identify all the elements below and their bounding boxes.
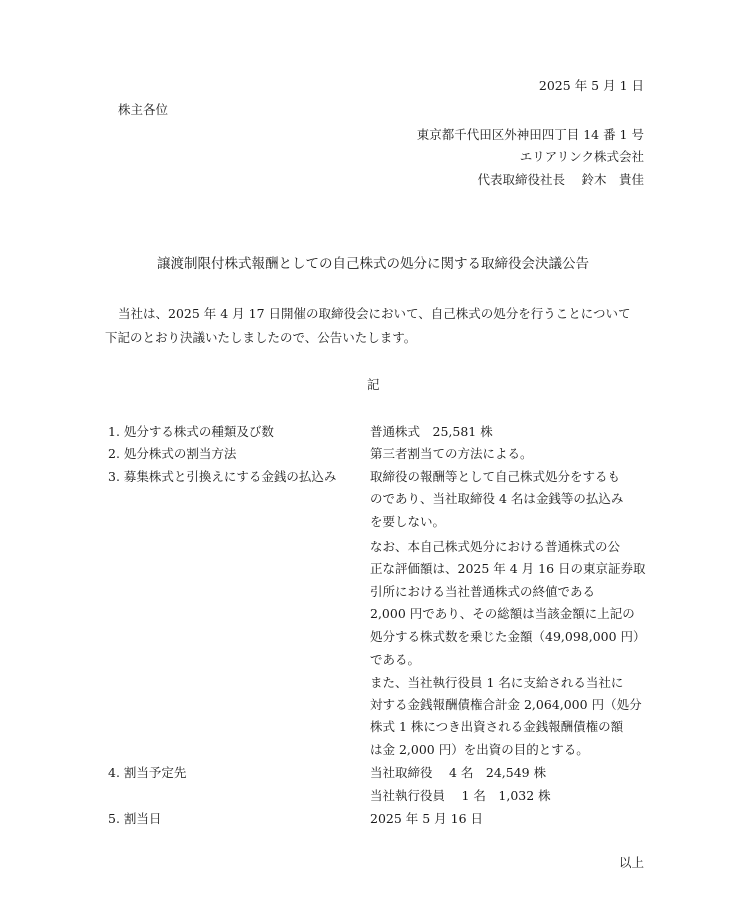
item-5-label: 5. 割当日 bbox=[108, 811, 162, 826]
sender-company: エリアリンク株式会社 bbox=[519, 149, 644, 164]
addressee: 株主各位 bbox=[118, 102, 169, 117]
item-4-label: 4. 割当予定先 bbox=[108, 765, 187, 780]
item-3-line: 株式 1 株につき出資される金銭報酬債権の額 bbox=[370, 719, 624, 734]
item-3-line: なお、本自己株式処分における普通株式の公 bbox=[370, 539, 621, 554]
item-5-value: 2025 年 5 月 16 日 bbox=[370, 811, 484, 826]
intro-line-1: 当社は、2025 年 4 月 17 日開催の取締役会において、自己株式の処分を行うことについて bbox=[118, 306, 631, 321]
item-3-line: 引所における当社普通株式の終値である bbox=[370, 584, 596, 599]
intro-line-2: 下記のとおり決議いたしましたので、公告いたします。 bbox=[105, 330, 417, 345]
item-3-line: は金 2,000 円）を出資の目的とする。 bbox=[370, 742, 589, 757]
item-3-line: 処分する株式数を乗じた金額（49,098,000 円） bbox=[370, 629, 646, 644]
item-3-line: 対する金銭報酬債権合計金 2,064,000 円（処分 bbox=[370, 697, 642, 712]
sender-address: 東京都千代田区外神田四丁目 14 番 1 号 bbox=[416, 127, 644, 142]
item-4-line: 当社取締役 4 名 24,549 株 bbox=[370, 765, 547, 780]
item-1-label: 1. 処分する株式の種類及び数 bbox=[108, 424, 274, 439]
item-2-label: 2. 処分株式の割当方法 bbox=[108, 446, 237, 461]
closing-mark: 以上 bbox=[618, 855, 644, 870]
item-3-line: のであり、当社取締役 4 名は金銭等の払込み bbox=[370, 491, 624, 506]
sender-representative: 代表取締役社長 鈴木 貴佳 bbox=[477, 172, 644, 187]
item-2-value: 第三者割当ての方法による。 bbox=[370, 446, 533, 461]
item-4-line: 当社執行役員 1 名 1,032 株 bbox=[370, 788, 551, 803]
item-3-line: また、当社執行役員 1 名に支給される当社に bbox=[370, 675, 624, 690]
ki-heading: 記 bbox=[367, 377, 380, 392]
item-3-line: を要しない。 bbox=[370, 514, 446, 529]
item-3-line: 2,000 円であり、その総額は当該金額に上記の bbox=[370, 606, 635, 621]
item-1-value: 普通株式 25,581 株 bbox=[370, 424, 493, 439]
item-3-line: 取締役の報酬等として自己株式処分をするも bbox=[370, 469, 621, 484]
notice-date: 2025 年 5 月 1 日 bbox=[538, 78, 644, 93]
notice-title: 譲渡制限付株式報酬としての自己株式の処分に関する取締役会決議公告 bbox=[157, 256, 589, 272]
item-3-line: である。 bbox=[370, 652, 421, 667]
item-3-label: 3. 募集株式と引換えにする金銭の払込み bbox=[108, 469, 337, 484]
item-3-line: 正な評価額は、2025 年 4 月 16 日の東京証券取 bbox=[370, 561, 646, 576]
